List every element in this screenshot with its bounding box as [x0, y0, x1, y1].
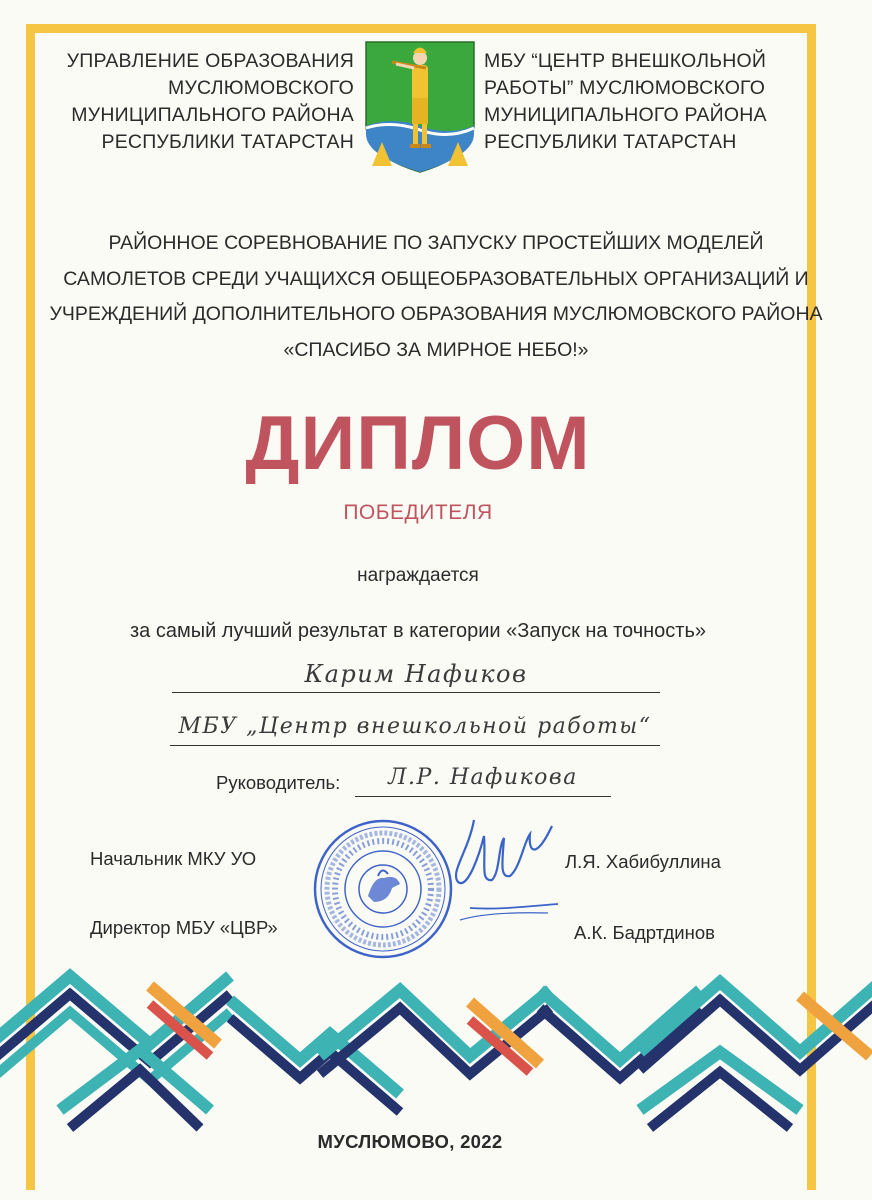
diploma-title: ДИПЛОМ	[245, 401, 591, 486]
event-description	[20, 226, 852, 368]
leader-name-field	[355, 764, 611, 797]
header-right-line: РЕСПУБЛИКИ ТАТАРСТАН	[484, 131, 737, 153]
director-title: Директор МБУ «ЦВР»	[90, 917, 278, 938]
event-line: УЧРЕЖДЕНИЙ ДОПОЛНИТЕЛЬНОГО ОБРАЗОВАНИЯ МУСЛЮМОВСКОГО РАЙОНА	[49, 303, 823, 325]
diploma-subtitle: ПОБЕДИТЕЛЯ	[343, 501, 493, 524]
place-and-year: МУСЛЮМОВО, 2022	[317, 1131, 503, 1152]
head-name: Л.Я. Хабибуллина	[565, 851, 721, 872]
education-department-header	[52, 48, 354, 156]
head-title: Начальник МКУ УО	[90, 848, 257, 869]
awarded-text: награждается	[357, 565, 479, 586]
recipient-organization-field	[170, 713, 660, 746]
header-left-line: РЕСПУБЛИКИ ТАТАРСТАН	[101, 131, 354, 153]
header-right-line: МБУ “ЦЕНТР ВНЕШКОЛЬНОЙ	[484, 50, 767, 72]
recipient-name: Карим Нафиков	[304, 660, 528, 688]
extracurricular-center-header	[484, 48, 804, 156]
recipient-organization: МБУ „Центр внешкольной работы“	[178, 714, 652, 739]
director-name: А.К. Бадртдинов	[574, 922, 715, 943]
handwritten-signature-icon	[440, 812, 580, 932]
leader-name: Л.Р. Нафикова	[388, 765, 578, 790]
header-left-line: МУНИЦИПАЛЬНОГО РАЙОНА	[71, 104, 354, 126]
event-line: РАЙОННОЕ СОРЕВНОВАНИЕ ПО ЗАПУСКУ ПРОСТЕЙШИХ МОДЕЛЕЙ	[108, 232, 764, 254]
tatar-pattern-ornament	[0, 960, 872, 1140]
municipal-crest-icon	[362, 38, 478, 176]
event-line: САМОЛЕТОВ СРЕДИ УЧАЩИХСЯ ОБЩЕОБРАЗОВАТЕЛЬНЫХ ОРГАНИЗАЦИЙ И	[63, 267, 809, 290]
award-category: за самый лучший результат в категории «Запуск на точность»	[129, 620, 707, 642]
header-right-line: МУНИЦИПАЛЬНОГО РАЙОНА	[484, 104, 767, 126]
official-seal-icon	[312, 818, 454, 960]
header-left-line: МУСЛЮМОВСКОГО	[168, 77, 354, 99]
leader-label: Руководитель:	[216, 772, 341, 793]
header-right-line: РАБОТЫ” МУСЛЮМОВСКОГО	[484, 77, 766, 99]
header-left-line: УПРАВЛЕНИЕ ОБРАЗОВАНИЯ	[66, 50, 354, 72]
event-line: «СПАСИБО ЗА МИРНОЕ НЕБО!»	[283, 338, 589, 361]
recipient-name-field	[172, 660, 660, 693]
